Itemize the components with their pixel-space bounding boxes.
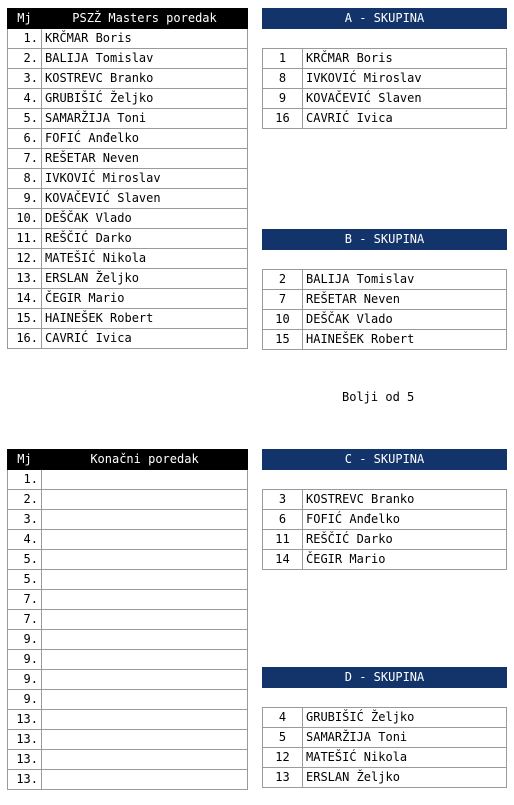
group-b-table: [262, 229, 507, 350]
player-name-cell: [42, 510, 248, 530]
seed-cell: 16: [263, 109, 303, 129]
seed-cell: 15: [263, 330, 303, 350]
table-row: [8, 49, 248, 69]
group-c-table: [262, 449, 507, 570]
rank-cell: 7.: [8, 149, 42, 169]
table-header-row: [8, 9, 248, 29]
player-name-cell: DEŠČAK Vlado: [42, 209, 248, 229]
table-row: [8, 670, 248, 690]
group-header-row: [263, 230, 507, 250]
table-row: [8, 149, 248, 169]
table-row: [8, 690, 248, 710]
group-player-row: [263, 550, 507, 570]
table-row: [8, 750, 248, 770]
player-name-cell: CAVRIĆ Ivica: [42, 329, 248, 349]
seed-cell: 6: [263, 510, 303, 530]
rank-cell: 9.: [8, 670, 42, 690]
group-spacer-row: [263, 470, 507, 490]
rank-cell: 13.: [8, 269, 42, 289]
group-player-row: [263, 109, 507, 129]
group-spacer-row: [263, 29, 507, 49]
group-a-table: [262, 8, 507, 129]
player-name-cell: KOSTREVC Branko: [42, 69, 248, 89]
group-player-row: [263, 768, 507, 788]
player-name-cell: KRČMAR Boris: [42, 29, 248, 49]
table-row: [8, 249, 248, 269]
group-title: D - SKUPINA: [263, 668, 507, 688]
group-player-row: [263, 510, 507, 530]
player-name-cell: ČEGIR Mario: [42, 289, 248, 309]
player-name-cell: MATEŠIĆ Nikola: [303, 748, 507, 768]
player-name-cell: ERSLAN Željko: [303, 768, 507, 788]
rank-cell: 9.: [8, 630, 42, 650]
player-name-cell: GRUBIŠIĆ Željko: [303, 708, 507, 728]
player-name-cell: [42, 770, 248, 790]
table-row: [8, 329, 248, 349]
group-player-row: [263, 708, 507, 728]
player-name-cell: MATEŠIĆ Nikola: [42, 249, 248, 269]
group-spacer: [263, 470, 507, 490]
player-name-cell: BALIJA Tomislav: [42, 49, 248, 69]
player-name-cell: REŠETAR Neven: [42, 149, 248, 169]
rank-cell: 3.: [8, 69, 42, 89]
rank-cell: 15.: [8, 309, 42, 329]
player-name-cell: [42, 610, 248, 630]
group-spacer: [263, 250, 507, 270]
player-name-cell: [42, 670, 248, 690]
group-player-row: [263, 530, 507, 550]
player-name-cell: [42, 630, 248, 650]
rank-cell: 4.: [8, 530, 42, 550]
table-row: [8, 229, 248, 249]
rank-cell: 6.: [8, 129, 42, 149]
rank-cell: 7.: [8, 610, 42, 630]
masters-ranking-table: [7, 8, 248, 349]
best-of-note: Bolji od 5: [342, 390, 415, 404]
rank-cell: 3.: [8, 510, 42, 530]
player-name-cell: SAMARŽIJA Toni: [303, 728, 507, 748]
table-row: [8, 630, 248, 650]
player-name-cell: KOVAČEVIĆ Slaven: [42, 189, 248, 209]
player-name-cell: [42, 650, 248, 670]
table-row: [8, 570, 248, 590]
player-name-cell: CAVRIĆ Ivica: [303, 109, 507, 129]
group-header-row: [263, 9, 507, 29]
player-name-cell: [42, 690, 248, 710]
group-player-row: [263, 69, 507, 89]
group-spacer: [263, 688, 507, 708]
rank-cell: 4.: [8, 89, 42, 109]
player-name-cell: BALIJA Tomislav: [303, 270, 507, 290]
player-name-cell: ČEGIR Mario: [303, 550, 507, 570]
rank-cell: 13.: [8, 770, 42, 790]
table-row: [8, 510, 248, 530]
group-header-row: [263, 450, 507, 470]
player-name-cell: [42, 470, 248, 490]
rank-cell: 12.: [8, 249, 42, 269]
seed-cell: 11: [263, 530, 303, 550]
player-name-cell: HAINEŠEK Robert: [42, 309, 248, 329]
group-title: A - SKUPINA: [263, 9, 507, 29]
rank-cell: 9.: [8, 690, 42, 710]
rank-cell: 5.: [8, 550, 42, 570]
player-name-cell: [42, 570, 248, 590]
rank-cell: 16.: [8, 329, 42, 349]
player-name-cell: KOVAČEVIĆ Slaven: [303, 89, 507, 109]
group-spacer: [263, 29, 507, 49]
seed-cell: 1: [263, 49, 303, 69]
player-name-cell: IVKOVIĆ Miroslav: [303, 69, 507, 89]
rank-cell: 2.: [8, 49, 42, 69]
rank-cell: 11.: [8, 229, 42, 249]
table-row: [8, 710, 248, 730]
player-name-cell: REŠČIĆ Darko: [42, 229, 248, 249]
rank-cell: 10.: [8, 209, 42, 229]
seed-cell: 4: [263, 708, 303, 728]
group-player-row: [263, 728, 507, 748]
player-name-cell: KOSTREVC Branko: [303, 490, 507, 510]
player-name-cell: KRČMAR Boris: [303, 49, 507, 69]
player-name-cell: [42, 530, 248, 550]
group-player-row: [263, 490, 507, 510]
table-row: [8, 470, 248, 490]
table-row: [8, 730, 248, 750]
seed-cell: 13: [263, 768, 303, 788]
table-row: [8, 89, 248, 109]
seed-cell: 2: [263, 270, 303, 290]
rank-cell: 13.: [8, 710, 42, 730]
table-row: [8, 109, 248, 129]
seed-cell: 9: [263, 89, 303, 109]
group-player-row: [263, 270, 507, 290]
table-row: [8, 129, 248, 149]
column-header-title: Konačni poredak: [42, 450, 248, 470]
column-header-title: PSZŽ Masters poredak: [42, 9, 248, 29]
player-name-cell: FOFIĆ Anđelko: [42, 129, 248, 149]
player-name-cell: REŠETAR Neven: [303, 290, 507, 310]
player-name-cell: DEŠČAK Vlado: [303, 310, 507, 330]
final-ranking-table: [7, 449, 248, 790]
table-row: [8, 269, 248, 289]
column-header-mj: Mj: [8, 450, 42, 470]
rank-cell: 1.: [8, 29, 42, 49]
seed-cell: 5: [263, 728, 303, 748]
table-row: [8, 29, 248, 49]
table-row: [8, 69, 248, 89]
seed-cell: 8: [263, 69, 303, 89]
table-row: [8, 189, 248, 209]
group-spacer-row: [263, 250, 507, 270]
player-name-cell: ERSLAN Željko: [42, 269, 248, 289]
player-name-cell: FOFIĆ Anđelko: [303, 510, 507, 530]
table-row: [8, 169, 248, 189]
group-spacer-row: [263, 688, 507, 708]
seed-cell: 12: [263, 748, 303, 768]
table-row: [8, 610, 248, 630]
rank-cell: 9.: [8, 650, 42, 670]
player-name-cell: [42, 590, 248, 610]
table-row: [8, 590, 248, 610]
player-name-cell: [42, 550, 248, 570]
group-title: B - SKUPINA: [263, 230, 507, 250]
player-name-cell: IVKOVIĆ Miroslav: [42, 169, 248, 189]
table-row: [8, 209, 248, 229]
group-player-row: [263, 49, 507, 69]
group-header-row: [263, 668, 507, 688]
table-row: [8, 530, 248, 550]
player-name-cell: [42, 490, 248, 510]
group-player-row: [263, 310, 507, 330]
group-title: C - SKUPINA: [263, 450, 507, 470]
player-name-cell: [42, 710, 248, 730]
rank-cell: 8.: [8, 169, 42, 189]
seed-cell: 14: [263, 550, 303, 570]
rank-cell: 13.: [8, 730, 42, 750]
group-player-row: [263, 89, 507, 109]
column-header-mj: Mj: [8, 9, 42, 29]
rank-cell: 5.: [8, 109, 42, 129]
group-d-table: [262, 667, 507, 788]
table-row: [8, 490, 248, 510]
rank-cell: 1.: [8, 470, 42, 490]
table-header-row: [8, 450, 248, 470]
group-player-row: [263, 330, 507, 350]
rank-cell: 7.: [8, 590, 42, 610]
table-row: [8, 550, 248, 570]
player-name-cell: HAINEŠEK Robert: [303, 330, 507, 350]
rank-cell: 2.: [8, 490, 42, 510]
group-player-row: [263, 290, 507, 310]
rank-cell: 13.: [8, 750, 42, 770]
seed-cell: 10: [263, 310, 303, 330]
player-name-cell: SAMARŽIJA Toni: [42, 109, 248, 129]
table-row: [8, 289, 248, 309]
player-name-cell: GRUBIŠIĆ Željko: [42, 89, 248, 109]
seed-cell: 7: [263, 290, 303, 310]
table-row: [8, 650, 248, 670]
group-player-row: [263, 748, 507, 768]
rank-cell: 14.: [8, 289, 42, 309]
seed-cell: 3: [263, 490, 303, 510]
table-row: [8, 770, 248, 790]
player-name-cell: [42, 730, 248, 750]
rank-cell: 5.: [8, 570, 42, 590]
player-name-cell: REŠČIĆ Darko: [303, 530, 507, 550]
rank-cell: 9.: [8, 189, 42, 209]
player-name-cell: [42, 750, 248, 770]
table-row: [8, 309, 248, 329]
